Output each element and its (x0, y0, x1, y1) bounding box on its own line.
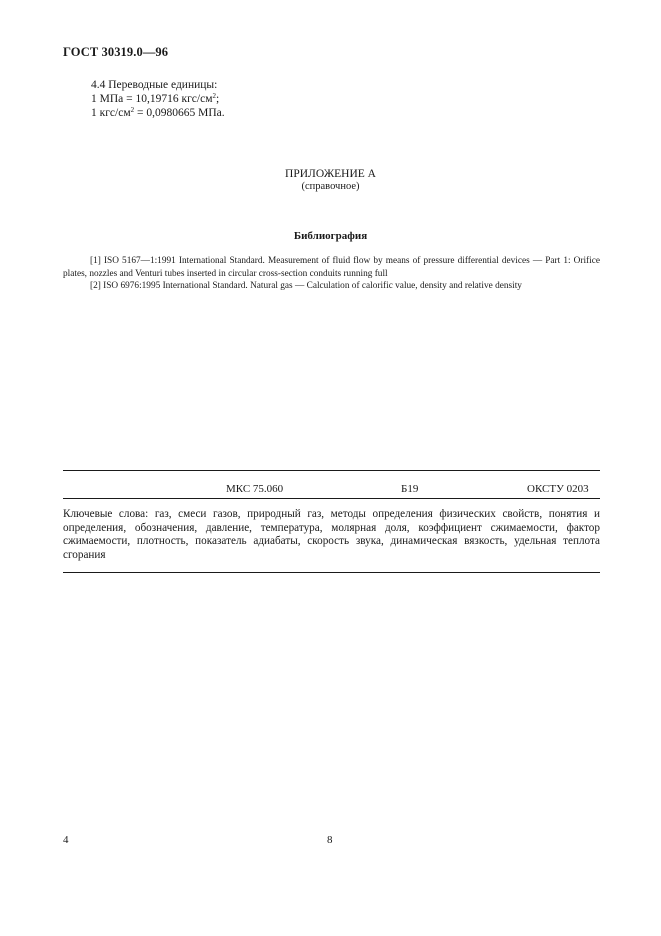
group-code: Б19 (401, 483, 419, 495)
okstu-code: ОКСТУ 0203 (527, 483, 589, 495)
middle-divider (63, 498, 600, 499)
top-divider (63, 470, 600, 471)
conversion-line-kgf: 1 кгс/$см^2 = 0,0980665$ МПа. (91, 106, 225, 119)
bibliography-entry: [2] ISO 6976:1995 International Standard. Natural gas — Calculation of calorific value, density and relative density (90, 281, 522, 291)
appendix-subtitle: (справочное) (301, 181, 360, 192)
bibliography-list (63, 255, 600, 293)
keywords-paragraph: Ключевые слова: газ, смеси газов, природный газ, методы определения физических свойств, понятия и определения, обозначения, давление, температура, молярная доля, коэффициент сжимаемости, фактор сжимаемости, плотность, показатель адиабаты, скорость звука, динамическая вязкость, удельная теплота сгорания (63, 508, 600, 561)
page-number: 8 (327, 834, 333, 846)
conversion-units-section (91, 78, 225, 120)
footer-left-number: 4 (63, 834, 69, 846)
bottom-divider (63, 572, 600, 573)
appendix-title: ПРИЛОЖЕНИЕ А (285, 168, 376, 180)
bibliography-title: Библиография (293, 230, 368, 242)
standard-code-header: ГОСТ 30319.0—96 (63, 45, 169, 59)
units-heading: 4.4 Переводные единицы: (91, 79, 218, 91)
bibliography-entry: [1] ISO 5167—1:1991 International Standard. Measurement of fluid flow by means of pressure differential devices — Part 1: Orifice plates, nozzles and Venturi tubes inserted in circular cross-section conduits running full (63, 256, 600, 279)
mks-code: МКС 75.060 (226, 483, 284, 495)
conversion-line-mpa: 1 МПа = 10,19716 кгс/$см^2$; (91, 92, 220, 105)
